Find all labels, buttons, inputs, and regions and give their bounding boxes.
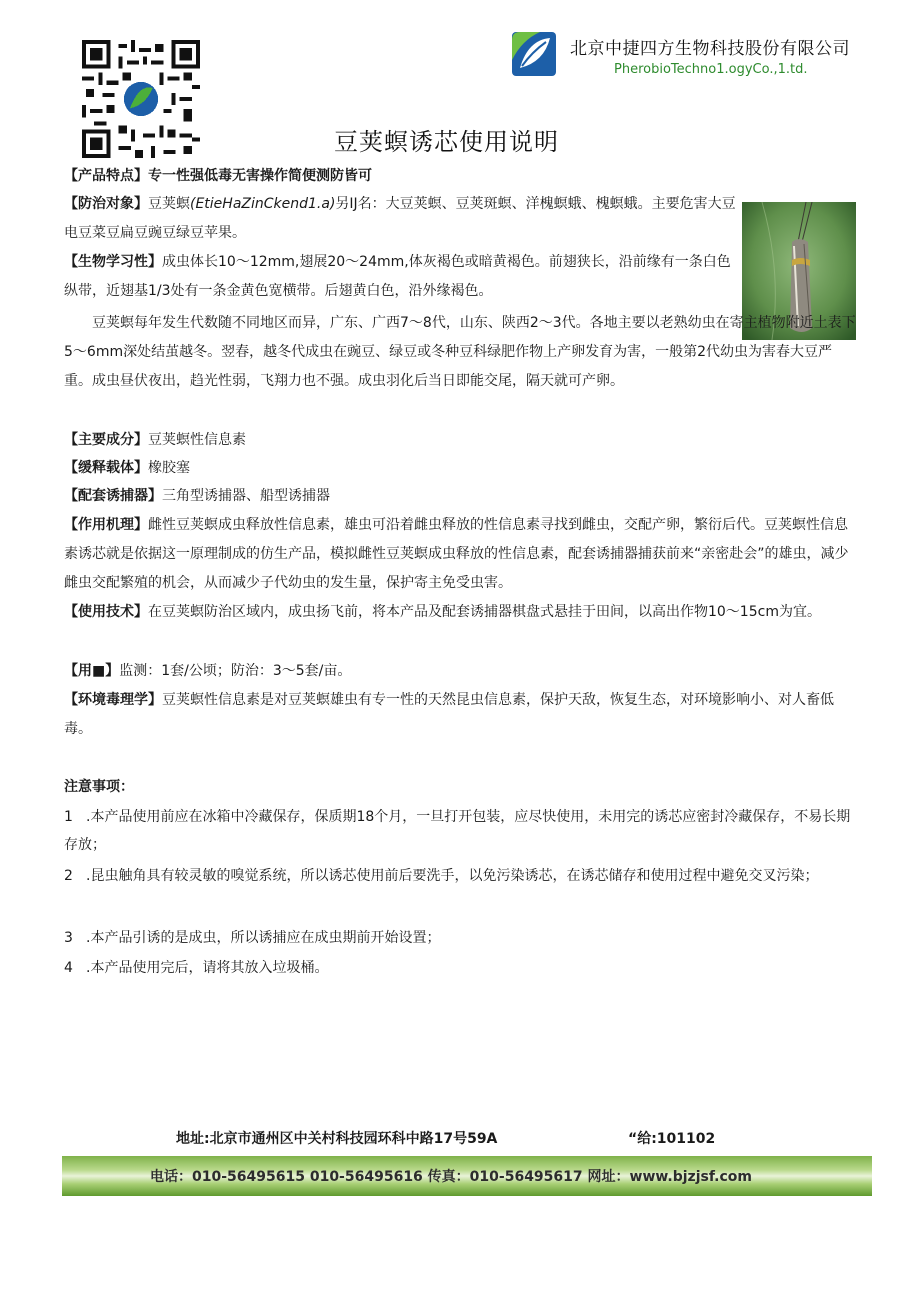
technique-text: 在豆荚螟防治区域内，成虫扬飞前，将本产品及配套诱捕器棋盘式悬挂于田间，以高出作物10～15cm为宜。 [148, 604, 821, 620]
contact-info: 电话：010-56495615 010-56495616 传真：010-56495617 网址：www.bjzjsf.com [150, 1169, 752, 1185]
note-item [64, 862, 864, 890]
ingredient-label: 【主要成分】 [64, 432, 148, 448]
footer-zip: “给:101102 [628, 1131, 716, 1147]
dosage-label: 【用■】 [64, 663, 120, 679]
note-text: .本产品使用完后，请将其放入垃圾桶。 [86, 960, 329, 976]
mechanism-section [64, 511, 856, 598]
note-text: .本产品引诱的是成虫，所以诱捕应在成虫期前开始设置； [86, 930, 441, 946]
note-number: 3 [64, 930, 73, 946]
toxicology-text: 豆荚螟性信息素是对豆荚螟雄虫有专一性的天然昆虫信息素，保护天敌，恢复生态，对环境影响小、对人畜低毒。 [64, 692, 834, 737]
footer-address: 地址:北京市通州区中关村科技园环科中路17号59A [176, 1131, 498, 1147]
company-name-en: PherobioTechno1.ogyCo.,1.td. [614, 62, 808, 77]
contact-banner [62, 1156, 872, 1196]
target-text-2: 另IJ名：大豆荚螟、豆荚斑螟、洋槐螟蛾、槐螟蛾。主要危害大豆电豆菜豆扁豆豌豆绿豆苹果。 [64, 196, 736, 241]
dosage-text: 监测：1套/公顷；防治：3～5套/亩。 [119, 663, 352, 679]
qr-code [82, 40, 200, 158]
ingredient-text: 豆荚螟性信息素 [148, 432, 246, 448]
company-name-cn: 北京中捷四方生物科技股份有限公司 [570, 39, 850, 59]
note-item [64, 954, 864, 982]
company-logo-icon [510, 30, 558, 78]
target-latin: (EtieHaZinCkend1.a) [190, 196, 336, 212]
target-section [64, 190, 736, 248]
note-number: 1 [64, 809, 73, 825]
note-text: .昆虫触角具有较灵敏的嗅觉系统，所以诱芯使用前后要洗手，以免污染诱芯，在诱芯储存和使用过程中避免交叉污染； [86, 868, 819, 884]
biology-section [64, 248, 736, 306]
target-label: 【防治对象】 [64, 196, 148, 212]
biology-detail-text: 豆荚螟每年发生代数随不同地区而异，广东、广西7～8代，山东、陕西2～3代。各地主要以老熟幼虫在寄主植物附近土表下5～6mm深处结茧越冬。翌春，越冬代成虫在豌豆、绿豆或冬种豆科绿肥作物上产卵发育为害，一般第2代幼虫为害春大豆严重。成虫昼伏夜出，趋光性弱，飞翔力也不强。成虫羽化后当日即能交尾，隔天就可产卵。 [64, 315, 856, 389]
biology-text: 成虫体长10～12mm,翅展20～24mm,体灰褐色或暗黄褐色。前翅狭长，沿前缘有一条白色纵带，近翅基1/3处有一条金黄色宽横带。后翅黄白色，沿外缘褐色。 [64, 254, 731, 299]
notes-heading: 注意事项： [64, 779, 134, 795]
trap-text: 三角型诱捕器、船型诱捕器 [162, 488, 330, 504]
carrier-label: 【缓释载体】 [64, 460, 148, 476]
biology-detail [64, 309, 856, 396]
page-title: 豆荚螟诱芯使用说明 [334, 128, 559, 156]
trap-section [64, 482, 856, 511]
note-number: 4 [64, 960, 73, 976]
features-text: 专一性强低毒无害操作简便测防皆可 [148, 168, 372, 184]
toxicology-section [64, 686, 856, 744]
mechanism-label: 【作用机理】 [64, 517, 148, 533]
note-item [64, 924, 864, 952]
carrier-text: 橡胶塞 [148, 460, 190, 476]
note-text: .本产品使用前应在冰箱中冷藏保存，保质期18个月，一旦打开包装，应尽快使用，未用完的诱芯应密封冷藏保存，不易长期存放； [64, 809, 851, 853]
carrier-section [64, 454, 856, 483]
toxicology-label: 【环境毒理学】 [64, 692, 162, 708]
dosage-section [64, 657, 856, 686]
ingredient-section [64, 426, 856, 455]
technique-label: 【使用技术】 [64, 604, 148, 620]
note-number: 2 [64, 868, 73, 884]
biology-label: 【生物学习性】 [64, 254, 162, 270]
note-item [64, 803, 864, 859]
target-text-1: 豆荚螟 [148, 196, 190, 212]
features-label: 【产品特点】 [64, 168, 148, 184]
features-section [64, 162, 856, 191]
mechanism-text: 雌性豆荚螟成虫释放性信息素，雄虫可沿着雌虫释放的性信息素寻找到雌虫，交配产卵，繁衍后代。豆荚螟性信息素诱芯就是依据这一原理制成的仿生产品，模拟雌性豆荚螟成虫释放的性信息素，配套诱捕器捕获前来“亲密赴会”的雄虫，减少雌虫交配繁殖的机会，从而减少子代幼虫的发生量，保护寄主免受虫害。 [64, 517, 849, 591]
technique-section [64, 598, 856, 627]
trap-label: 【配套诱捕器】 [64, 488, 162, 504]
